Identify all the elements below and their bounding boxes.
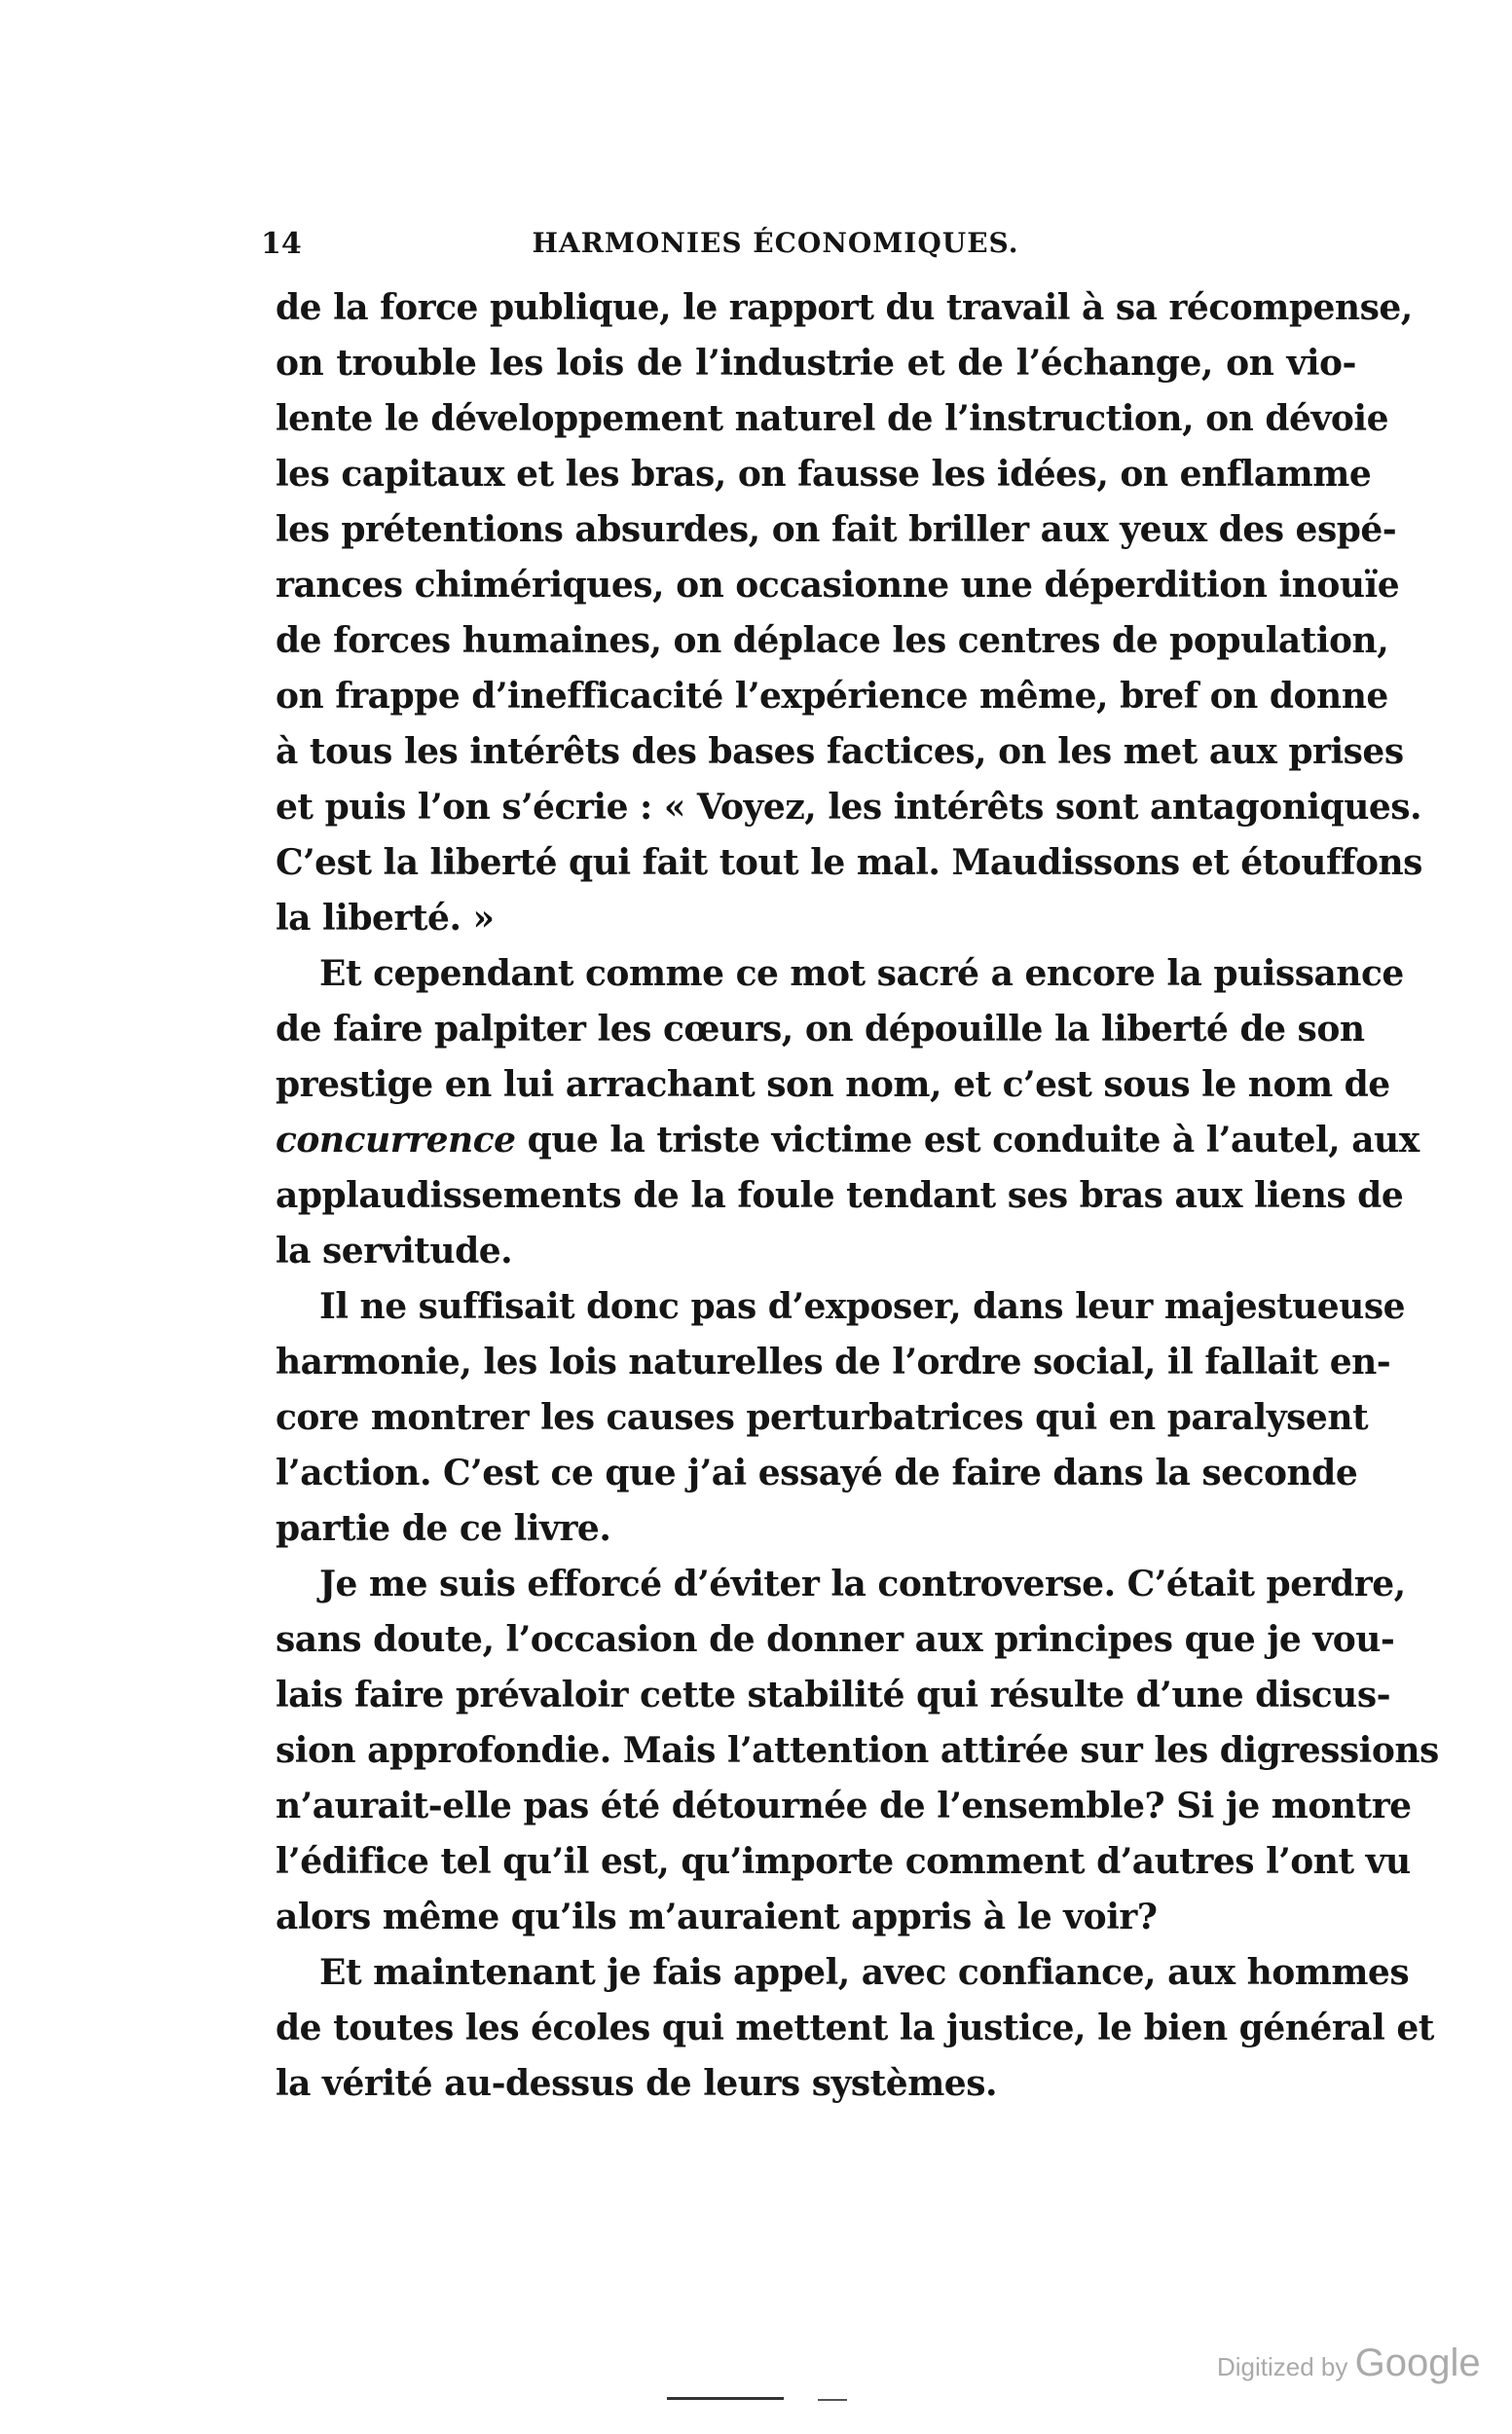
text-line: la servitude. <box>276 1231 513 1272</box>
text-fragment: que la triste victime est conduite à l’autel, aux <box>515 1120 1420 1161</box>
text-line: on trouble les lois de l’industrie et de l’échange, on vio- <box>276 343 1356 384</box>
text-line <box>276 1113 1420 1168</box>
text-line: C’est la liberté qui fait tout le mal. Maudissons et étouffons <box>276 842 1422 883</box>
text-line: de toutes les écoles qui mettent la justice, le bien général et <box>276 2008 1434 2048</box>
paragraph-start: Je me suis efforcé d’éviter la controverse. C’était perdre, <box>319 1564 1406 1604</box>
text-line: harmonie, les lois naturelles de l’ordre social, il fallait en- <box>276 1342 1391 1383</box>
text-line: n’aurait-elle pas été détournée de l’ensemble? Si je montre <box>276 1786 1412 1826</box>
paragraph-start: Et maintenant je fais appel, avec confiance, aux hommes <box>319 1952 1410 1993</box>
text-line: les prétentions absurdes, on fait briller aux yeux des espé- <box>276 509 1397 550</box>
text-line: sans doute, l’occasion de donner aux principes que je vou- <box>276 1619 1395 1660</box>
text-line: de forces humaines, on déplace les centres de population, <box>276 620 1389 661</box>
text-line: alors même qu’ils m’auraient appris à le voir? <box>276 1897 1158 1937</box>
text-line: à tous les intérêts des bases factices, on les met aux prises <box>276 731 1404 772</box>
paragraph-start: Et cependant comme ce mot sacré a encore la puissance <box>319 953 1404 994</box>
text-line: sion approfondie. Mais l’attention attirée sur les digressions <box>276 1730 1439 1771</box>
text-line: lente le développement naturel de l’instruction, on dévoie <box>276 398 1388 439</box>
text-line: applaudissements de la foule tendant ses bras aux liens de <box>276 1175 1404 1216</box>
text-line: les capitaux et les bras, on fausse les idées, on enflamme <box>276 454 1372 495</box>
watermark-prefix: Digitized by <box>1217 2352 1355 2381</box>
text-line: de faire palpiter les cœurs, on dépouille la liberté de son <box>276 1009 1365 1050</box>
running-title: HARMONIES ÉCONOMIQUES. <box>532 227 1019 259</box>
text-line: de la force publique, le rapport du travail à sa récompense, <box>276 287 1413 328</box>
page-body <box>276 280 1439 2112</box>
google-logo-text: Google <box>1354 2342 1481 2384</box>
text-line: la vérité au-dessus de leurs systèmes. <box>276 2063 998 2104</box>
text-line: on frappe d’inefficacité l’expérience même, bref on donne <box>276 676 1388 717</box>
paragraph-start: Il ne suffisait donc pas d’exposer, dans leur majestueuse <box>319 1286 1406 1327</box>
printer-rule-fragment <box>818 2399 847 2401</box>
printer-rule <box>667 2397 784 2400</box>
text-line: et puis l’on s’écrie : « Voyez, les intérêts sont antagoniques. <box>276 787 1422 828</box>
text-line: l’action. C’est ce que j’ai essayé de faire dans la seconde <box>276 1453 1358 1494</box>
italic-word: concurrence <box>276 1120 516 1161</box>
text-line: rances chimériques, on occasionne une déperdition inouïe <box>276 565 1400 606</box>
digitized-watermark <box>1217 2342 1481 2385</box>
text-line: core montrer les causes perturbatrices qui en paralysent <box>276 1397 1369 1438</box>
text-line: partie de ce livre. <box>276 1508 611 1549</box>
text-line: prestige en lui arrachant son nom, et c’est sous le nom de <box>276 1064 1390 1105</box>
text-line: lais faire prévaloir cette stabilité qui résulte d’une discus- <box>276 1675 1391 1715</box>
text-line: l’édifice tel qu’il est, qu’importe comment d’autres l’ont vu <box>276 1841 1411 1882</box>
text-line: la liberté. » <box>276 898 495 939</box>
page-number: 14 <box>261 227 302 261</box>
